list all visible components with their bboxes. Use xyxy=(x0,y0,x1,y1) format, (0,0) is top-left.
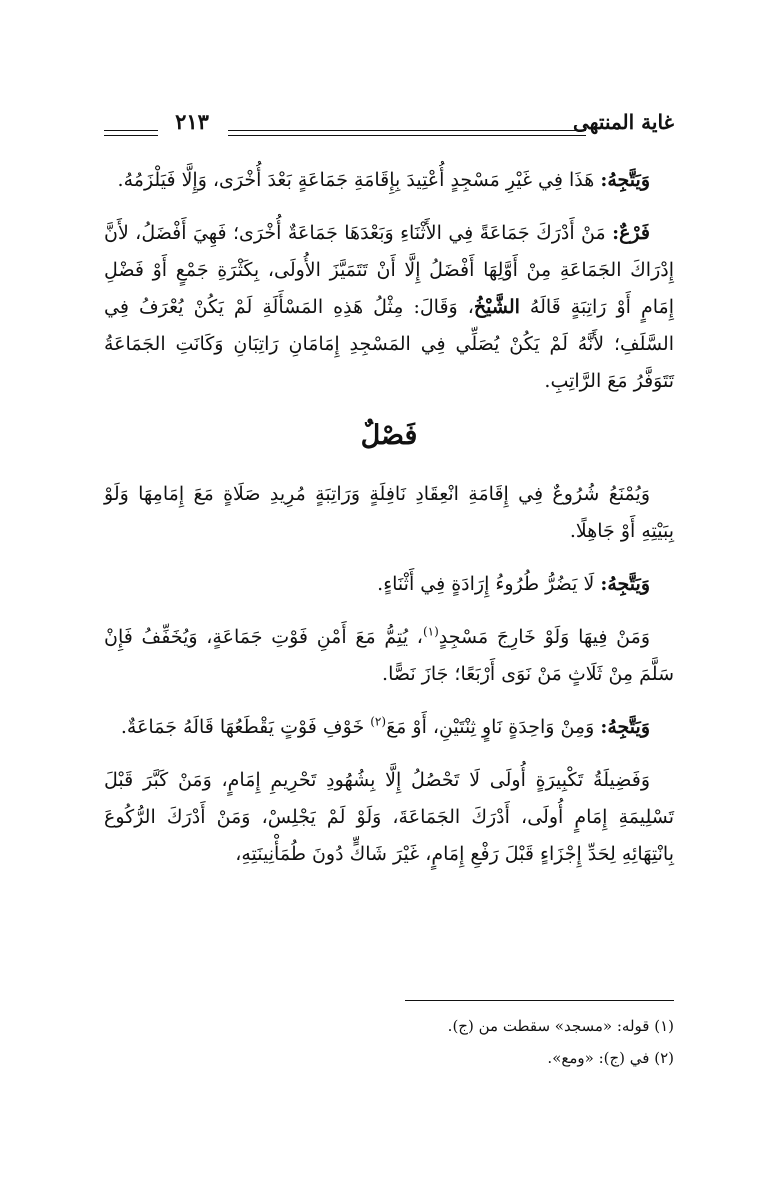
footnote-separator xyxy=(405,1000,674,1001)
keyword-yattajih: وَيَتَّجِهُ: xyxy=(600,716,650,738)
footnote-2: (٢) في (ج): «ومع». xyxy=(547,1049,674,1067)
paragraph-text: هَذَا فِي غَيْرِ مَسْجِدٍ أُعْتِيدَ بِإِقَامَةِ جَمَاعَةٍ بَعْدَ أُخْرَى، وَإِلَّا فَيَلْزَمُهُ. xyxy=(117,169,601,191)
header-rule-right xyxy=(228,130,586,136)
paragraph-text: وَمَنْ فِيهَا وَلَوْ خَارِجَ مَسْجِدٍ xyxy=(438,626,650,648)
page-number: ٢١٣ xyxy=(175,109,209,134)
paragraph-text: لَا يَضُرُّ طُرُوءُ إِرَادَةٍ فِي أَثْنَاءٍ. xyxy=(377,573,601,595)
paragraph-text: وَيُمْنَعُ شُرُوعٌ فِي إِقَامَةِ انْعِقَادِ نَافِلَةٍ وَرَاتِبَةٍ مُرِيدِ صَلَاةٍ مَعَ إِمَامِهَا وَلَوْ بِبَيْتِهِ أَوْ جَاهِلًا. xyxy=(104,483,674,542)
paragraph-yumna xyxy=(104,476,674,550)
keyword-yattajih: وَيَتَّجِهُ: xyxy=(600,169,650,191)
page-header xyxy=(104,108,674,148)
footnote-ref-2[interactable]: (٢) xyxy=(370,714,387,729)
header-rule-left xyxy=(104,130,158,136)
paragraph-text: وَفَضِيلَةُ تَكْبِيرَةٍ أُولَى لَا تَحْصُلُ إِلَّا بِشُهُودِ تَحْرِيمِ إِمَامٍ، وَمَنْ كَبَّرَ قَبْلَ تَسْلِيمَةِ إِمَامٍ أُولَى، أَدْرَكَ الجَمَاعَةَ، وَلَوْ لَمْ يَجْلِسْ، وَمَنْ أَدْرَكَ الرُّكُوعَ بِانْتِهَائِهِ لِحَدِّ إِجْزَاءٍ قَبْلَ رَفْعِ إِمَامٍ، غَيْرَ شَاكٍّ دُونَ طُمَأْنِينَتِهِ، xyxy=(104,769,675,865)
paragraph-yattajih-1 xyxy=(104,162,674,199)
paragraph-wa-man xyxy=(104,619,674,693)
main-text xyxy=(104,162,674,889)
paragraph-fadila xyxy=(104,762,674,873)
paragraph-text: خَوْفِ فَوْتٍ يَقْطَعُهَا قَالَهُ جَمَاعَةٌ. xyxy=(120,716,371,738)
paragraph-far xyxy=(104,215,674,400)
paragraph-text: مَنْ أَدْرَكَ جَمَاعَةً فِي الأَثْنَاءِ وَبَعْدَهَا جَمَاعَةٌ أُخْرَى؛ فَهِيَ أَفْضَلُ، لأَنَّ إِدْرَاكَ الجَمَاعَةِ مِنْ أَوَّلِهَا أَفْضَلُ إِلَّا أَنْ تَتَمَيَّزَ الأُولَى، بِكَثْرَةِ جَمْعٍ أَوْ فَضْلِ إِمَامٍ أَوْ رَاتِبَةٍ قَالَهُ xyxy=(104,222,674,318)
keyword-sheikh: الشَّيْخُ xyxy=(473,296,520,318)
paragraph-text: ، يُتِمُّ مَعَ أَمْنِ فَوْتِ جَمَاعَةٍ، وَيُخَفِّفُ فَإِنْ سَلَّمَ مِنْ ثَلَاثٍ مَنْ نَوَى أَرْبَعًا؛ جَازَ نَصًّا. xyxy=(104,626,674,685)
keyword-yattajih: وَيَتَّجِهُ: xyxy=(600,573,650,595)
keyword-far: فَرْعٌ: xyxy=(612,222,650,244)
paragraph-yattajih-2 xyxy=(104,566,674,603)
footnote-ref-1[interactable]: (١) xyxy=(422,624,439,639)
paragraph-text: ، وَقَالَ: مِثْلُ هَذِهِ المَسْأَلَةِ لَمْ يَكُنْ يُعْرَفُ فِي السَّلَفِ؛ لأَنَّهُ لَمْ يَكُنْ يُصَلِّي فِي المَسْجِدِ إِمَامَانِ رَاتِبَانِ وَكَانَتِ الجَمَاعَةُ تَتَوَفَّرُ مَعَ الرَّاتِبِ. xyxy=(104,296,674,392)
book-title: غاية المنتهى xyxy=(573,110,674,134)
paragraph-yattajih-3 xyxy=(104,709,674,746)
footnotes xyxy=(104,1010,674,1074)
section-heading: فَصْلٌ xyxy=(360,420,418,451)
paragraph-text: وَمِنْ وَاحِدَةٍ نَاوٍ ثِنْتَيْنِ، أَوْ مَعَ xyxy=(386,716,601,738)
footnote-1: (١) قوله: «مسجد» سقطت من (ج). xyxy=(447,1017,674,1035)
